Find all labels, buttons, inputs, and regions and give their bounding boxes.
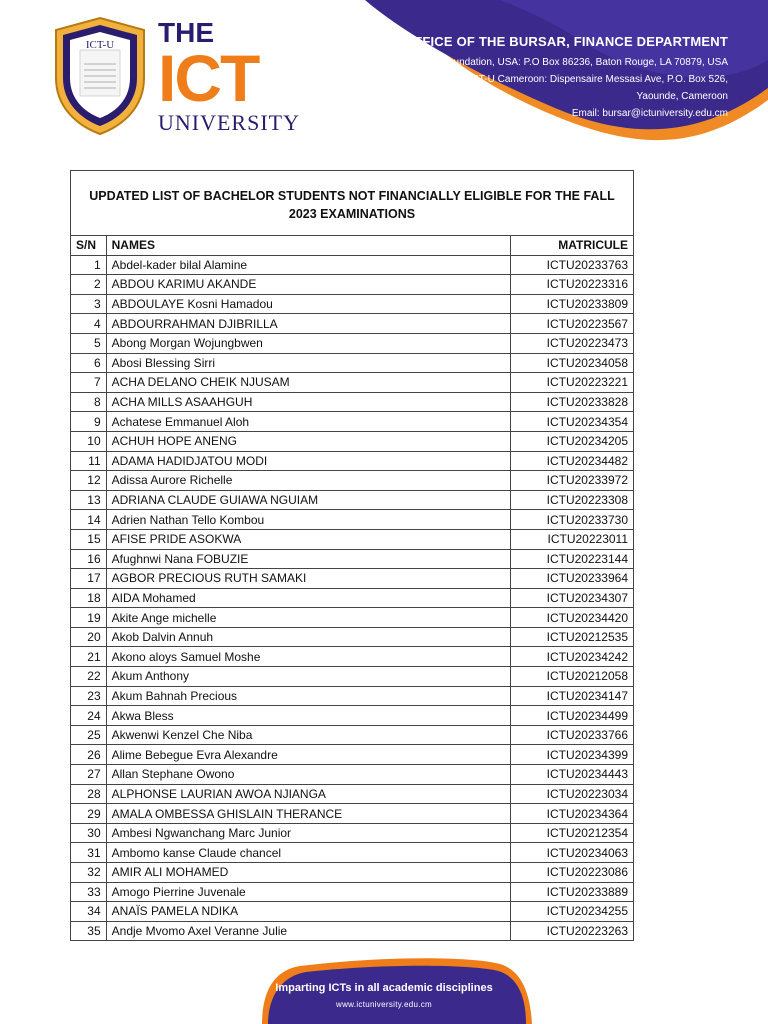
- row-name: ADRIANA CLAUDE GUIAWA NGUIAM: [106, 490, 511, 510]
- row-sn: 7: [71, 373, 107, 393]
- row-name: Adrien Nathan Tello Kombou: [106, 510, 511, 530]
- row-sn: 10: [71, 431, 107, 451]
- table-row: [71, 647, 634, 667]
- table-row: [71, 431, 634, 451]
- table-row: [71, 353, 634, 373]
- row-name: Andje Mvomo Axel Veranne Julie: [106, 921, 511, 941]
- row-matricule: ICTU20234443: [511, 765, 634, 785]
- row-sn: 34: [71, 902, 107, 922]
- row-matricule: ICTU20233763: [511, 255, 634, 275]
- table-row: [71, 765, 634, 785]
- table-row: [71, 451, 634, 471]
- table-row: [71, 471, 634, 491]
- row-name: Akite Ange michelle: [106, 608, 511, 628]
- row-matricule: ICTU20234420: [511, 608, 634, 628]
- table-row: [71, 392, 634, 412]
- footer-url: www.ictuniversity.edu.cm: [336, 1000, 432, 1009]
- row-matricule: ICTU20233766: [511, 725, 634, 745]
- row-name: Akob Dalvin Annuh: [106, 627, 511, 647]
- row-matricule: ICTU20212058: [511, 667, 634, 687]
- row-name: Akum Anthony: [106, 667, 511, 687]
- row-name: AIDA Mohamed: [106, 588, 511, 608]
- row-name: AMIR ALI MOHAMED: [106, 863, 511, 883]
- row-matricule: ICTU20233809: [511, 294, 634, 314]
- row-matricule: ICTU20234242: [511, 647, 634, 667]
- table-row: [71, 529, 634, 549]
- table-row: [71, 863, 634, 883]
- row-name: Adissa Aurore Richelle: [106, 471, 511, 491]
- row-name: Abosi Blessing Sirri: [106, 353, 511, 373]
- row-sn: 33: [71, 882, 107, 902]
- row-name: ABDOU KARIMU AKANDE: [106, 275, 511, 295]
- row-matricule: ICTU20234364: [511, 804, 634, 824]
- row-matricule: ICTU20223263: [511, 921, 634, 941]
- table-row: [71, 510, 634, 530]
- row-sn: 27: [71, 765, 107, 785]
- table-row: [71, 686, 634, 706]
- row-sn: 28: [71, 784, 107, 804]
- row-sn: 26: [71, 745, 107, 765]
- address-cameroon-line2: Yaounde, Cameroon: [636, 91, 728, 102]
- row-sn: 18: [71, 588, 107, 608]
- header-sn: S/N: [71, 236, 107, 256]
- table-row: [71, 412, 634, 432]
- table-row: [71, 275, 634, 295]
- table-row: [71, 882, 634, 902]
- row-matricule: ICTU20234058: [511, 353, 634, 373]
- row-name: Akwa Bless: [106, 706, 511, 726]
- table-row: [71, 725, 634, 745]
- row-sn: 5: [71, 333, 107, 353]
- students-table: [70, 170, 634, 941]
- table-row: [71, 608, 634, 628]
- row-name: ABDOURRAHMAN DJIBRILLA: [106, 314, 511, 334]
- row-matricule: ICTU20234399: [511, 745, 634, 765]
- row-matricule: ICTU20234255: [511, 902, 634, 922]
- row-sn: 6: [71, 353, 107, 373]
- office-title: OFFICE OF THE BURSAR, FINANCE DEPARTMENT: [403, 34, 728, 49]
- row-matricule: ICTU20234499: [511, 706, 634, 726]
- row-sn: 20: [71, 627, 107, 647]
- address-cameroon-line1: ICT-U Cameroon: Dispensaire Messasi Ave, P.O. Box 526,: [468, 74, 728, 85]
- row-name: ANAÏS PAMELA NDIKA: [106, 902, 511, 922]
- row-name: ACHUH HOPE ANENG: [106, 431, 511, 451]
- row-matricule: ICTU20212354: [511, 823, 634, 843]
- table-row: [71, 667, 634, 687]
- row-sn: 3: [71, 294, 107, 314]
- logo-university: UNIVERSITY: [158, 110, 300, 135]
- row-name: AMALA OMBESSA GHISLAIN THERANCE: [106, 804, 511, 824]
- row-name: ACHA DELANO CHEIK NJUSAM: [106, 373, 511, 393]
- table-row: [71, 843, 634, 863]
- row-matricule: ICTU20223011: [511, 529, 634, 549]
- row-sn: 17: [71, 569, 107, 589]
- row-name: ACHA MILLS ASAAHGUH: [106, 392, 511, 412]
- row-matricule: ICTU20233730: [511, 510, 634, 530]
- students-table-container: [70, 170, 634, 941]
- bursar-email: Email: bursar@ictuniversity.edu.cm: [571, 108, 728, 119]
- row-matricule: ICTU20234307: [511, 588, 634, 608]
- row-name: Afughnwi Nana FOBUZIE: [106, 549, 511, 569]
- row-matricule: ICTU20233889: [511, 882, 634, 902]
- row-matricule: ICTU20234354: [511, 412, 634, 432]
- row-matricule: ICTU20233828: [511, 392, 634, 412]
- row-sn: 13: [71, 490, 107, 510]
- row-sn: 25: [71, 725, 107, 745]
- row-name: Amogo Pierrine Juvenale: [106, 882, 511, 902]
- row-matricule: ICTU20233964: [511, 569, 634, 589]
- row-matricule: ICTU20223086: [511, 863, 634, 883]
- table-row: [71, 373, 634, 393]
- row-matricule: ICTU20212535: [511, 627, 634, 647]
- row-name: Akono aloys Samuel Moshe: [106, 647, 511, 667]
- table-row: [71, 921, 634, 941]
- row-sn: 15: [71, 529, 107, 549]
- row-matricule: ICTU20234482: [511, 451, 634, 471]
- row-sn: 19: [71, 608, 107, 628]
- row-sn: 31: [71, 843, 107, 863]
- table-row: [71, 823, 634, 843]
- university-wordmark: [158, 17, 300, 135]
- row-name: Ambomo kanse Claude chancel: [106, 843, 511, 863]
- table-row: [71, 490, 634, 510]
- table-row: [71, 333, 634, 353]
- row-sn: 21: [71, 647, 107, 667]
- row-name: AFISE PRIDE ASOKWA: [106, 529, 511, 549]
- header-matricule: MATRICULE: [511, 236, 634, 256]
- logo-ict: ICT: [158, 41, 259, 115]
- row-matricule: ICTU20233972: [511, 471, 634, 491]
- table-row: [71, 627, 634, 647]
- table-row: [71, 569, 634, 589]
- row-matricule: ICTU20223567: [511, 314, 634, 334]
- table-header-row: [71, 236, 634, 256]
- office-contact-block: [404, 34, 728, 122]
- table-row: [71, 549, 634, 569]
- row-sn: 35: [71, 921, 107, 941]
- row-name: Abdel-kader bilal Alamine: [106, 255, 511, 275]
- footer-text: [0, 982, 768, 1009]
- row-matricule: ICTU20223308: [511, 490, 634, 510]
- table-row: [71, 706, 634, 726]
- table-row: [71, 255, 634, 275]
- row-name: ALPHONSE LAURIAN AWOA NJIANGA: [106, 784, 511, 804]
- table-row: [71, 804, 634, 824]
- table-row: [71, 902, 634, 922]
- row-matricule: ICTU20223316: [511, 275, 634, 295]
- row-sn: 24: [71, 706, 107, 726]
- address-usa: ICT-U Foundation, USA: P.O Box 86236, Baton Rouge, LA 70879, USA: [412, 57, 728, 68]
- row-name: Achatese Emmanuel Aloh: [106, 412, 511, 432]
- table-row: [71, 588, 634, 608]
- row-matricule: ICTU20223221: [511, 373, 634, 393]
- row-sn: 4: [71, 314, 107, 334]
- row-name: Akwenwi Kenzel Che Niba: [106, 725, 511, 745]
- row-name: AGBOR PRECIOUS RUTH SAMAKI: [106, 569, 511, 589]
- row-name: ADAMA HADIDJATOU MODI: [106, 451, 511, 471]
- row-sn: 32: [71, 863, 107, 883]
- footer-tagline: Imparting ICTs in all academic disciplines: [275, 982, 493, 994]
- row-sn: 1: [71, 255, 107, 275]
- row-sn: 22: [71, 667, 107, 687]
- logo-the: THE: [158, 17, 214, 48]
- table-row: [71, 314, 634, 334]
- row-sn: 11: [71, 451, 107, 471]
- row-matricule: ICTU20234205: [511, 431, 634, 451]
- header-names: NAMES: [106, 236, 511, 256]
- row-sn: 23: [71, 686, 107, 706]
- row-sn: 12: [71, 471, 107, 491]
- row-matricule: ICTU20223034: [511, 784, 634, 804]
- row-name: Abong Morgan Wojungbwen: [106, 333, 511, 353]
- table-row: [71, 745, 634, 765]
- row-matricule: ICTU20234063: [511, 843, 634, 863]
- row-sn: 16: [71, 549, 107, 569]
- row-sn: 8: [71, 392, 107, 412]
- university-seal-icon: [52, 16, 148, 136]
- row-matricule: ICTU20223473: [511, 333, 634, 353]
- row-sn: 30: [71, 823, 107, 843]
- seal-text: ICT-U: [85, 39, 115, 51]
- row-sn: 2: [71, 275, 107, 295]
- row-name: Ambesi Ngwanchang Marc Junior: [106, 823, 511, 843]
- row-name: Akum Bahnah Precious: [106, 686, 511, 706]
- table-row: [71, 294, 634, 314]
- row-sn: 9: [71, 412, 107, 432]
- table-title: UPDATED LIST OF BACHELOR STUDENTS NOT FINANCIALLY ELIGIBLE FOR THE FALL 2023 EXAMINATIONS: [71, 171, 634, 236]
- row-sn: 14: [71, 510, 107, 530]
- table-row: [71, 784, 634, 804]
- row-name: Alime Bebegue Evra Alexandre: [106, 745, 511, 765]
- row-name: Allan Stephane Owono: [106, 765, 511, 785]
- row-matricule: ICTU20234147: [511, 686, 634, 706]
- row-name: ABDOULAYE Kosni Hamadou: [106, 294, 511, 314]
- row-sn: 29: [71, 804, 107, 824]
- row-matricule: ICTU20223144: [511, 549, 634, 569]
